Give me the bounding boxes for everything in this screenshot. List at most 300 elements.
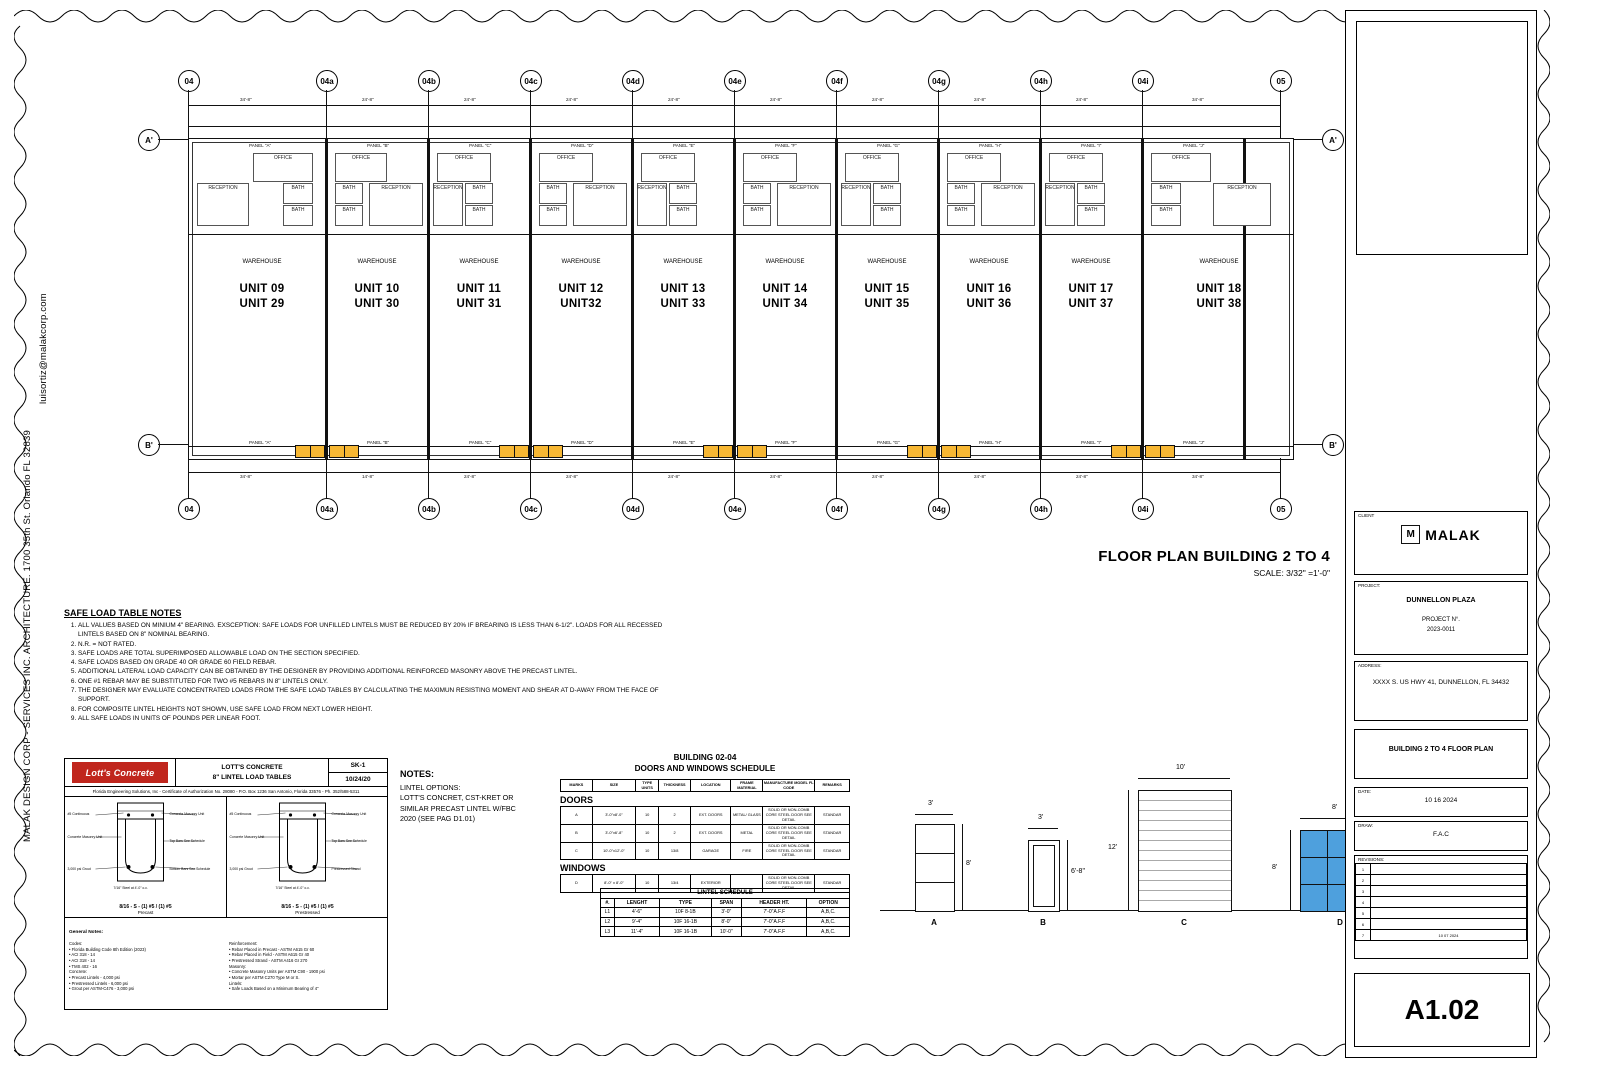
door-slat [1139,837,1231,841]
warehouse-label: WAREHOUSE [969,259,1009,265]
cell: FIRE [731,842,763,860]
sketch-note-line: Lintels: [229,980,243,986]
prestressed-lintel-svg [227,797,388,897]
draw-section [1354,821,1528,851]
room-label-bath: BATH [291,185,305,191]
grid-leader-bottom [188,458,189,498]
bath-room [873,183,901,204]
col-location: LOCATION [691,779,731,791]
revision-desc [1371,908,1527,919]
grid-leader-bottom [734,458,735,498]
precast-caption-small: Precast [137,910,154,915]
room-label-reception: RECEPTION [1227,185,1257,191]
svg-text:3,000 psi Grout: 3,000 psi Grout [67,867,91,871]
office-room [1151,153,1211,182]
dimension-text-top: 24'-8" [872,97,884,102]
dim-line [1138,778,1230,779]
cell: C [561,842,593,860]
cell: 4'-6" [614,908,659,918]
cell: L2 [601,917,615,927]
bath-room [465,183,493,204]
grid-bubble-bottom-2: 04b [418,498,440,520]
room-label-bath: BATH [1084,185,1098,191]
schedule-caption-line1: BUILDING 02-04 [673,753,737,762]
reception-room [1213,183,1271,226]
door-slat [942,446,957,457]
date-tag: DATE: [1358,789,1372,794]
dim-line [1028,828,1058,829]
col-size: SIZE [592,779,635,791]
cell: 3'-0" [711,908,742,918]
cell: 10F 16-1B [660,917,711,927]
demising-wall [1141,139,1144,459]
grid-bubble-top-1: 04a [316,70,338,92]
revisions-section [1354,855,1528,959]
room-label-bath: BATH [954,207,968,213]
table-row [601,908,850,918]
office-room [437,153,491,182]
cell: 10 [636,875,659,893]
office-room [845,153,899,182]
unit-id-primary: UNIT 15 [864,283,910,295]
grid-bubble-bottom-1: 04a [316,498,338,520]
draw-tag: DRAW: [1358,823,1374,828]
room-label-bath: BATH [342,185,356,191]
cell: A,B,C. [807,927,850,937]
cell: STANDAR [815,842,850,860]
revision-desc [1371,864,1527,875]
cell: B [561,825,593,843]
panel-tag: PANEL "E" [673,143,696,148]
plan-scale-text: SCALE: 3/32" =1'-0" [1253,568,1330,578]
grid-leader-bottom [632,458,633,498]
svg-text:Concrete Masonry Unit: Concrete Masonry Unit [67,835,103,839]
dimension-text-bottom: 34'-8" [1192,474,1204,479]
grid-leader [734,90,735,140]
mullion [916,853,954,854]
grid-bubble-bottom-5: 04e [724,498,746,520]
elevation-height-b: 6'-8" [1071,868,1085,875]
svg-text:7/16" Steel at 4'-0" o.c.: 7/16" Steel at 4'-0" o.c. [113,886,148,890]
cell: 7'-0"A.F.F [742,927,807,937]
project-no-label: PROJECT N°. [1422,616,1460,623]
room-label-bath: BATH [546,207,560,213]
cell: L1 [601,908,615,918]
safe-load-notes [64,608,684,723]
reception-room [637,183,667,226]
plan-title-text: FLOOR PLAN BUILDING 2 TO 4 [1098,548,1330,565]
dimension-text-bottom: 14'-8" [362,474,374,479]
grid-leader [1142,90,1143,140]
bath-room [335,183,363,204]
cell: 8'-0" [711,917,742,927]
panel-tag-bottom: PANEL "H" [979,440,1002,445]
door-slat [1127,446,1141,457]
panel-tag-bottom: PANEL "E" [673,440,696,445]
cell: STANDAR [815,807,850,825]
unit-id-primary: UNIT 16 [966,283,1012,295]
sketch-note-line: Reinforcement: [229,941,258,946]
unit-label-block [533,259,629,310]
grid-bubble-bottom-7: 04g [928,498,950,520]
unit-id-secondary: UNIT 31 [456,298,502,310]
office-room [947,153,1001,182]
bath-room [873,205,901,226]
sketch-header [65,759,387,787]
note-item: 9. ALL SAFE LOADS IN UNITS OF POUNDS PER LINEAR FOOT. [78,714,684,723]
room-label-reception: RECEPTION [841,185,871,191]
unit-id-secondary: UNIT 36 [966,298,1012,310]
safe-load-notes-list [64,621,684,723]
precast-caption [65,904,226,915]
dimension-line-top [188,105,1280,106]
cell: 10'-0" [711,927,742,937]
grid-leader [326,90,327,140]
address-text: XXXX S. US HWY 41, DUNNELLON, FL 34432 [1372,679,1510,686]
grid-leader [188,90,189,140]
bath-room [1077,183,1105,204]
elevation-width-d: 8' [1332,804,1338,811]
center-notes-title: NOTES: [400,769,435,779]
col-remarks: REMARKS [815,779,850,791]
warehouse-label: WAREHOUSE [663,259,703,265]
bath-room [743,183,771,204]
office-room [743,153,797,182]
grid-leader [836,90,837,140]
col-type: TYPE [660,898,711,908]
prestressed-lintel-diagram [226,797,388,917]
room-label-bath: BATH [954,185,968,191]
panel-tag-bottom: PANEL "A" [249,440,272,445]
sketch-note-line: • Florida Building Code 8th Edition (2023) [69,946,146,952]
cell: 3'-0"x8'-0" [592,807,635,825]
unit-id-primary: UNIT 11 [456,283,502,295]
unit-id-primary: UNIT 10 [354,283,400,295]
overhead-door [907,445,937,458]
note-item: 4. SAFE LOADS BASED ON GRADE 40 OR GRADE 60 FIELD REBAR. [78,658,684,667]
cell: 2 [659,807,691,825]
bath-room [539,205,567,226]
grid-bubble-left-bottom: B' [138,434,160,456]
note-item: 3. SAFE LOADS ARE TOTAL SUPERIMPOSED ALLOWABLE LOAD ON THE SECTION SPECIFIED. [78,649,684,658]
panel-tag-bottom: PANEL "D" [571,440,594,445]
elevation-width-b: 3' [1038,814,1044,821]
cell: 10F 8-1B [660,908,711,918]
precast-caption-bold: 8/16 - S - (1) #5 / (1) #5 [119,904,172,910]
doors-section-label: DOORS [560,795,594,806]
grid-bubble-top-5: 04e [724,70,746,92]
project-name: DUNNELLON PLAZA [1406,597,1476,604]
unit-id-primary: UNIT 09 [239,283,285,295]
bath-room [743,205,771,226]
client-tag: CLIENT [1358,513,1375,518]
door-slat [923,446,937,457]
sketch-general-notes [65,938,387,995]
bath-room [1077,205,1105,226]
project-tag: PROJECT: [1358,583,1381,588]
dimension-text-top: 24'-8" [362,97,374,102]
overhead-door [703,445,733,458]
cell: SOLID OR NON-COMB CORE STEEL DOOR SEE DETAIL [763,825,815,843]
revision-row [1356,919,1527,930]
schedule-header-row [561,779,850,791]
office-room [539,153,593,182]
grid-leader [428,90,429,140]
lotts-logo-badge: Lott's Concrete [72,762,168,783]
doors-windows-schedule [560,752,850,893]
schedule-caption [560,752,850,775]
grid-bubble-right-top: A' [1322,129,1344,151]
sketch-note-line: • Prestressed Lintels - 6,000 psi [69,980,128,986]
lotts-logo [65,759,176,786]
room-label-bath: BATH [342,207,356,213]
col-lenght: LENGHT [614,898,659,908]
dimension-text-bottom: 34'-8" [240,474,252,479]
panel-tag: PANEL "A" [249,143,272,148]
panel-tag: PANEL "I" [1081,143,1102,148]
sketch-note-line: • Rebar Placed in Precast - ASTM A615 Gr 60 [229,946,315,952]
grid-bubble-top-10: 05 [1270,70,1292,92]
door-slat [500,446,515,457]
unit-id-secondary: UNIT 33 [660,298,706,310]
cell: A [561,807,593,825]
note-item: 7. THE DESIGNER MAY EVALUATE CONCENTRATED LOADS FROM THE SAFE LOAD TABLES BY CALCULATING THE MAXIMUN RESISTING MOMENT AND SHEAR AT D-AWAY FROM THE FACE OF SUPPORT. [78,686,684,705]
sketch-note-line: • Concrete Masonry Units per ASTM C90 - 1900 psi [229,969,325,975]
grid-bubble-top-0: 04 [178,70,200,92]
revision-no: 7 [1356,930,1371,941]
grid-leader-bottom [1142,458,1143,498]
room-label-bath: BATH [880,185,894,191]
sketch-note-line: • Grout per ASTM-C476 - 3,000 psi [69,986,135,992]
cell: A,B,C. [807,908,850,918]
sketch-note-line: • Precast Lintels - 4,000 psi [69,975,120,981]
overhead-door [1145,445,1175,458]
cell: 2 [659,825,691,843]
warehouse-label: WAREHOUSE [765,259,805,265]
overhead-door [941,445,971,458]
col-option: OPTION [807,898,850,908]
table-row [561,807,850,825]
revision-desc [1371,897,1527,908]
svg-text:3,000 psi Grout: 3,000 psi Grout [229,867,253,871]
cell: 10 [636,842,659,860]
grid-bubble-bottom-3: 04c [520,498,542,520]
elevation-height-c: 12' [1108,844,1118,851]
warehouse-label: WAREHOUSE [561,259,601,265]
cell: A,B,C. [807,917,850,927]
panel-tag: PANEL "J" [1183,143,1205,148]
unit-id-secondary: UNIT 34 [762,298,808,310]
svg-text:Bottom Bars See Schedule: Bottom Bars See Schedule [169,867,211,871]
unit-id-primary: UNIT 17 [1068,283,1114,295]
demising-wall [835,139,838,459]
dimension-text-top: 24'-8" [566,97,578,102]
door-slat [1139,887,1231,891]
demising-wall [631,139,634,459]
grid-line-b [158,444,188,445]
date-value: 10 16 2024 [1424,797,1458,804]
demising-wall [1039,139,1042,459]
warehouse-label: WAREHOUSE [242,259,282,265]
mullion [1033,845,1055,846]
precast-lintel-svg [65,797,226,897]
grid-leader-bottom [836,458,837,498]
safe-load-notes-title: SAFE LOAD TABLE NOTES [64,608,182,618]
dimension-text-bottom: 24'-8" [872,474,884,479]
grid-leader-bottom [326,458,327,498]
dim-line [1067,840,1068,910]
cell: 10 [636,825,659,843]
warehouse-label: WAREHOUSE [1199,259,1239,265]
panel-tag-bottom: PANEL "B" [367,440,390,445]
col-type-units: TYPE UNITS [636,779,659,791]
bath-room [669,205,697,226]
bath-room [335,205,363,226]
center-note-line: LINTEL OPTIONS: [400,783,461,793]
svg-text:Concrete Masonry Unit: Concrete Masonry Unit [331,812,367,816]
address-tag: ADDRESS: [1358,663,1382,668]
center-note-line: SIMILAR PRECAST LINTEL W/FBC [400,803,516,813]
grid-bubble-top-8: 04h [1030,70,1052,92]
note-item: 1. ALL VALUES BASED ON MINIUM 4" BEARING. EXSCEPTION: SAFE LOADS FOR UNFILLED LINTELS MUST BE REDUCED BY 20% IF BREARING IS LESS THAN 6-1/2". LOADS FOR ALL RECESSED LINTELS BASED ON 8" NOMINAL BEARING. [78,621,684,640]
sketch-title [176,759,329,786]
dim-line [1128,790,1129,910]
cell: 7'-0"A.F.F [742,917,807,927]
panel-tag-bottom: PANEL "F" [775,440,797,445]
plan-title-block [985,548,1330,578]
dimension-text-top: 34'-8" [1192,97,1204,102]
building-outline [188,138,1294,460]
revision-no: 3 [1356,886,1371,897]
lintel-schedule-caption-row [601,889,850,899]
room-label-bath: BATH [1159,185,1173,191]
cell: METAL [731,825,763,843]
cell: EXTERIOR [691,875,731,893]
client-name: MALAK [1425,526,1481,543]
dimension-text-bottom: 24'-8" [974,474,986,479]
unit-id-secondary: UNIT 30 [354,298,400,310]
grid-bubble-top-4: 04d [622,70,644,92]
room-label-reception: RECEPTION [993,185,1023,191]
unit-id-primary: UNIT 12 [558,283,604,295]
grid-bubble-top-7: 04g [928,70,950,92]
room-label-office: OFFICE [1171,155,1191,161]
cell: SOLID OR NON-COMB CORE STEEL DOOR SEE DETAIL [763,875,815,893]
grid-leader [632,90,633,140]
col-span: SPAN [711,898,742,908]
cell: EXT. DOORS [691,807,731,825]
dimension-text-bottom: 24'-8" [566,474,578,479]
sketch-number-block [329,759,387,786]
reception-room [1045,183,1075,226]
dimension-text-bottom: 24'-8" [1076,474,1088,479]
office-room [335,153,387,182]
elevation-height-d: 8' [1272,864,1278,871]
door-slat [908,446,923,457]
door-window-elevations [880,762,1400,962]
revision-desc [1371,886,1527,897]
sketch-note-line: Concrete: [69,969,88,975]
dimension-text-top: 24'-8" [464,97,476,102]
grid-leader [1040,90,1041,140]
dimension-text-bottom: 24'-8" [668,474,680,479]
mullion [1033,906,1055,907]
panel-tag: PANEL "C" [469,143,492,148]
room-label-bath: BATH [676,207,690,213]
note-item: 8. FOR COMPOSITE LINTEL HEIGHTS NOT SHOWN, USE SAFE LOAD FROM NEXT LOWER HEIGHT. [78,705,684,714]
warehouse-label: WAREHOUSE [867,259,907,265]
elevation-width-c: 10' [1176,764,1186,771]
dim-line [915,814,953,815]
unit-id-primary: UNIT 18 [1196,283,1242,295]
overhead-door [499,445,529,458]
door-slat [704,446,719,457]
door-slat [1139,827,1231,831]
prestressed-caption-bold: 8/16 - S - (1) #5 / (1) #5 [281,904,334,910]
cell: EXT. DOORS [691,825,731,843]
unit-label-block [1161,259,1277,310]
grid-leader-bottom [530,458,531,498]
grid-bubble-bottom-9: 04i [1132,498,1154,520]
room-label-office: OFFICE [658,155,678,161]
overhead-door [329,445,359,458]
center-note-line: 2020 (SEE PAG D1.01) [400,814,475,824]
revisions-table [1355,863,1527,941]
reception-room [777,183,831,226]
sketch-note-line: • Rebar Placed in Field - ASTM A615 Gr 40 [229,952,310,958]
sketch-title-line1: LOTT'S CONCRETE [221,763,283,771]
grid-leader [938,90,939,140]
cell: GARAGE [691,842,731,860]
grid-bubble-top-9: 04i [1132,70,1154,92]
reception-room [573,183,627,226]
unit-id-primary: UNIT 13 [660,283,706,295]
sketch-note-line: • TMS 402 - 16 [69,963,97,969]
door-slat [549,446,563,457]
note-item: 2. N.R. = NOT RATED. [78,640,684,649]
precast-lintel-diagram [65,797,226,917]
office-room [1049,153,1103,182]
unit-label-block [207,259,317,310]
svg-text:Top Bars See Schedule: Top Bars See Schedule [331,839,367,843]
col-no: #. [601,898,615,908]
door-slat [1139,867,1231,871]
draw-value: F.A.C [1433,831,1449,838]
bath-room [947,183,975,204]
sketch-diagrams [65,797,387,918]
room-label-bath: BATH [546,185,560,191]
col-manufacture: MANUFACTURE MODEL FL CODE [763,779,815,791]
demising-wall [937,139,940,459]
dimension-text-top: 24'-8" [1076,97,1088,102]
overhead-door [533,445,563,458]
reception-room [841,183,871,226]
grid-leader [1280,90,1281,140]
cell: SOLID OR NON-COMB CORE STEEL DOOR SEE DETAIL [763,807,815,825]
room-label-office: OFFICE [351,155,371,161]
room-label-office: OFFICE [273,155,293,161]
grid-bubble-top-6: 04f [826,70,848,92]
prestressed-caption-small: Prestressed [295,910,320,915]
panel-tag: PANEL "D" [571,143,594,148]
dimension-text-bottom: 24'-8" [464,474,476,479]
overhead-door [737,445,767,458]
room-label-bath: BATH [291,207,305,213]
door-slat [1139,817,1231,821]
title-block [1345,10,1537,1058]
door-slat [1139,897,1231,901]
room-label-office: OFFICE [454,155,474,161]
